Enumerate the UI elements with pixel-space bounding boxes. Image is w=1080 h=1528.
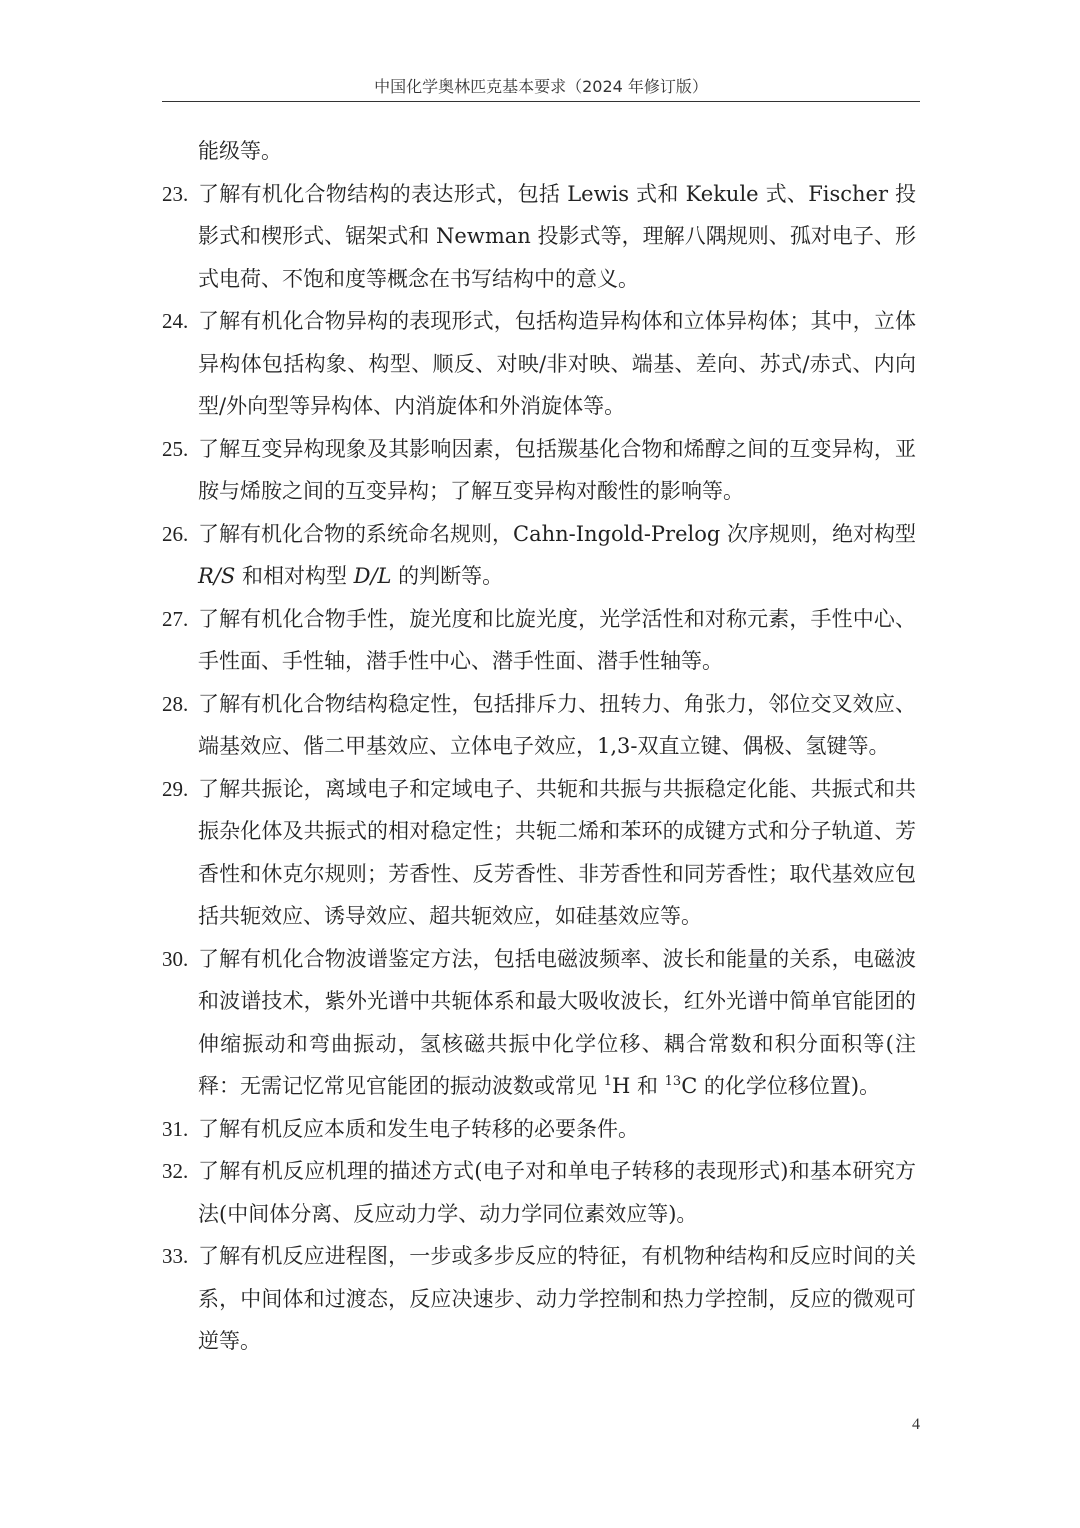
item-text: 了解有机化合物波谱鉴定方法，包括电磁波频率、波长和能量的关系，电磁波和波谱技术，紫外光谱中共轭体系和最大吸收波长，红外光谱中简单官能团的伸缩振动和弯曲振动，氢核磁共振中化学位移、耦合常数和积分面积等 xyxy=(198,946,916,1056)
item-number: 23. xyxy=(162,181,189,206)
item-text-c: 的判断等。 xyxy=(391,564,504,588)
item-number: 24. xyxy=(162,309,189,333)
page-number: 4 xyxy=(912,1416,920,1433)
item-number: 27. xyxy=(162,606,189,631)
item-text: 了解共振论，离域电子和定域电子、共轭和共振与共振稳定化能、共振式和共振杂化体及共振式的相对稳定性；共轭二烯和苯环的成键方式和分子轨道、芳香性和休克尔规则；芳香性、反芳香性、非芳香性和同芳香性；取代基效应包括共轭效应、诱导效应、超共轭效应，如硅基效应等。 xyxy=(198,776,916,928)
item-text: 了解有机化合物结构稳定性，包括排斥力、扭转力、角张力，邻位交叉效应、端基效应、偕二甲基效应、立体电子效应，1,3-双直立键、偶极、氢键等。 xyxy=(198,691,916,758)
item-text-b: 和相对构型 xyxy=(235,564,354,588)
list-item-32 xyxy=(162,1150,916,1235)
item-text: 了解互变异构现象及其影响因素，包括羰基化合物和烯醇之间的互变异构，亚胺与烯胺之间的互变异构；了解互变异构对酸性的影响等。 xyxy=(198,436,916,503)
item-number: 28. xyxy=(162,691,189,716)
list-item-25 xyxy=(162,428,916,513)
item-text: 了解有机化合物手性，旋光度和比旋光度，光学活性和对称元素，手性中心、手性面、手性轴，潜手性中心、潜手性面、潜手性轴等。 xyxy=(198,606,916,673)
list-item-31 xyxy=(162,1108,916,1151)
note-text-b: H 和 xyxy=(611,1074,665,1098)
absolute-config-label: R/S xyxy=(198,564,236,588)
document-body xyxy=(162,130,916,1363)
list-item-24 xyxy=(162,300,916,428)
list-item-28 xyxy=(162,683,916,768)
item-number: 32. xyxy=(162,1159,189,1183)
superscript-13: 13 xyxy=(664,1074,682,1089)
continuation-text: 能级等。 xyxy=(198,139,282,163)
list-item-30 xyxy=(162,938,916,1108)
note-text-c: C 的化学位移位置)。 xyxy=(681,1074,881,1098)
page-header: 中国化学奥林匹克基本要求（2024 年修订版） xyxy=(374,77,708,96)
item-text: 了解有机反应机理的描述方式(电子对和单电子转移的表现形式)和基本研究方法(中间体分离、反应动力学、动力学同位素效应等)。 xyxy=(198,1159,916,1226)
item-number: 31. xyxy=(162,1116,189,1141)
item-number: 29. xyxy=(162,776,189,801)
header-rule xyxy=(162,101,920,102)
note-text-a: (注释：无需记忆常见官能团的振动波数或常见 xyxy=(198,1031,916,1098)
list-item-27 xyxy=(162,598,916,683)
superscript-1: 1 xyxy=(603,1074,612,1089)
item-number: 30. xyxy=(162,946,189,971)
item-text: 了解有机化合物结构的表达形式，包括 Lewis 式和 Kekule 式、Fischer 投影式和楔形式、锯架式和 Newman 投影式等，理解八隅规则、孤对电子、形式电荷、不饱和度等概念在书写结构中的意义。 xyxy=(198,181,916,291)
list-item-23 xyxy=(162,173,916,301)
list-item-33 xyxy=(162,1235,916,1363)
relative-config-label: D/L xyxy=(353,564,392,588)
item-text: 了解有机反应进程图，一步或多步反应的特征，有机物种结构和反应时间的关系，中间体和过渡态，反应决速步、动力学控制和热力学控制，反应的微观可逆等。 xyxy=(198,1244,916,1353)
item-number: 33. xyxy=(162,1244,189,1268)
list-item-29 xyxy=(162,768,916,938)
item-text: 了解有机化合物异构的表现形式，包括构造异构体和立体异构体；其中，立体异构体包括构象、构型、顺反、对映/非对映、端基、差向、苏式/赤式、内向型/外向型等异构体、内消旋体和外消旋体等。 xyxy=(198,309,916,418)
list-item-26 xyxy=(162,513,916,598)
item-number: 25. xyxy=(162,436,189,461)
item-text: 了解有机反应本质和发生电子转移的必要条件。 xyxy=(198,1116,639,1141)
item-number: 26. xyxy=(162,521,189,546)
item-text-a: 了解有机化合物的系统命名规则，Cahn-Ingold-Prelog 次序规则，绝对构型 xyxy=(198,521,916,546)
